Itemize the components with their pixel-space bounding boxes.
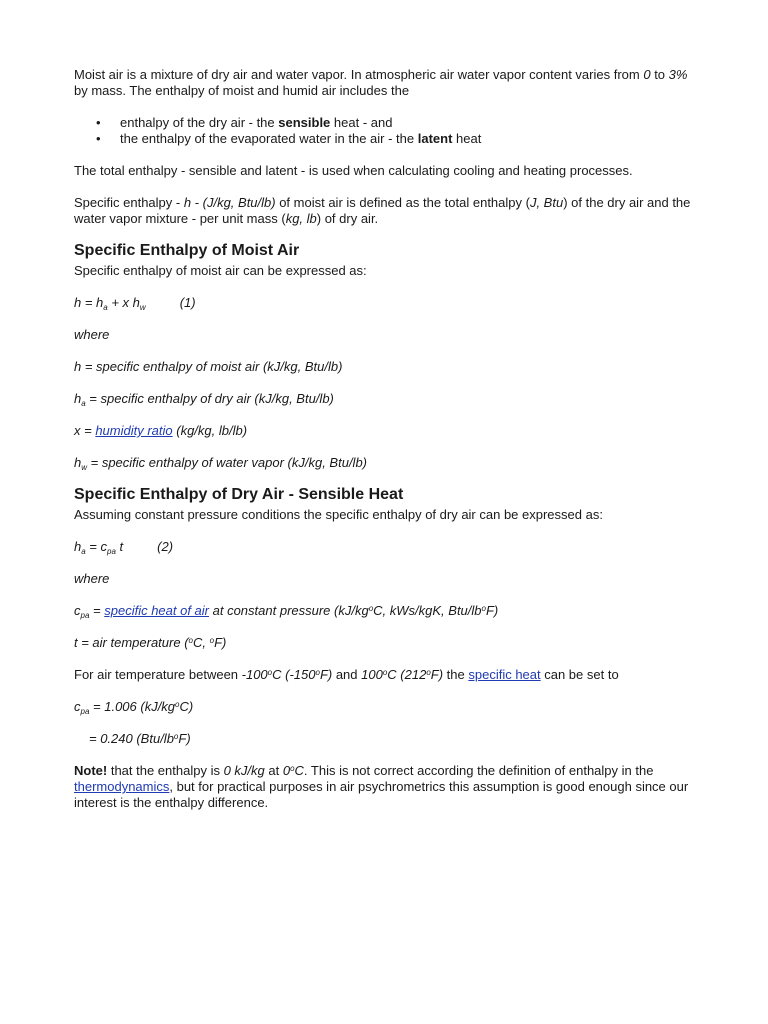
specific-heat-of-air-link[interactable]: specific heat of air (104, 603, 210, 618)
text: (kg/kg, lb/lb) (172, 423, 248, 438)
text: F) (485, 603, 499, 618)
list-item-latent (74, 131, 699, 147)
text: 3% (668, 67, 688, 82)
text: F) (178, 731, 191, 746)
degree-mark: o (209, 636, 215, 645)
text: c (74, 603, 81, 618)
text: h (74, 539, 82, 554)
text: t (115, 539, 124, 554)
equation-2 (74, 539, 699, 555)
text: -100 (241, 667, 268, 682)
text: F) (214, 635, 227, 650)
text: C) (179, 699, 194, 714)
subscript: a (81, 547, 86, 556)
subscript: pa (107, 547, 116, 556)
text: that the enthalpy is (107, 763, 224, 778)
section-heading-dry-air: Specific Enthalpy of Dry Air - Sensible Heat (74, 486, 404, 503)
definition-ha (74, 391, 699, 407)
text: t = air temperature ( (74, 635, 189, 650)
text: at (264, 763, 283, 778)
total-enthalpy-paragraph: The total enthalpy - sensible and latent - is used when calculating cooling and heating processes. (74, 163, 633, 178)
equation-number: (1) (179, 295, 196, 310)
text: heat (452, 131, 482, 146)
section-intro: Specific enthalpy of moist air can be expressed as: (74, 263, 367, 278)
degree-mark: o (188, 636, 193, 645)
text: enthalpy of the dry air - the (120, 115, 279, 130)
definition-hw (74, 455, 699, 471)
text: where (74, 327, 110, 342)
text: = (89, 603, 105, 618)
text: at constant pressure (kJ/kg (209, 603, 369, 618)
note-label: Note! (74, 763, 108, 778)
cpa-value-imperial (74, 731, 699, 747)
degree-mark: o (173, 732, 179, 741)
subscript: w (139, 303, 146, 312)
text: , but for practical purposes in air psychrometrics this assumption is good enough since our interest is the enthalpy difference. (74, 779, 689, 810)
degree-mark: o (290, 764, 295, 773)
text: C, (192, 635, 210, 650)
text: ) of the dry air and the water vapor mixture - per unit mass ( (74, 195, 691, 226)
text: x = (74, 423, 96, 438)
text: F) (319, 667, 333, 682)
section-heading-moist-air: Specific Enthalpy of Moist Air (74, 242, 300, 259)
subscript: w (81, 463, 88, 472)
document-page (74, 67, 699, 827)
text: heat - and (330, 115, 393, 130)
text: by mass. The enthalpy of moist and humid air includes the (74, 83, 410, 98)
bullet-icon: • (96, 115, 101, 130)
thermodynamics-link[interactable]: thermodynamics (74, 779, 170, 794)
text: ) of dry air. (316, 211, 379, 226)
bold-text: sensible (278, 115, 331, 130)
text: 0 kJ/kg (223, 763, 265, 778)
degree-mark: o (368, 604, 374, 613)
text: . This is not correct according the definition of enthalpy in the (303, 763, 654, 778)
text: F) (430, 667, 444, 682)
text: C (294, 763, 304, 778)
text: = 0.240 (Btu/lb (89, 731, 174, 746)
text: C, kWs/kgK, Btu/lb (373, 603, 482, 618)
definition-cpa (74, 603, 699, 619)
text: J, Btu (529, 195, 564, 210)
intro-paragraph (74, 67, 699, 99)
subscript: a (81, 399, 86, 408)
note-paragraph (74, 763, 699, 811)
degree-mark: o (175, 700, 180, 709)
text: the enthalpy of the evaporated water in the air - the (120, 131, 418, 146)
text: h = specific enthalpy of moist air (kJ/kg, Btu/lb) (74, 359, 343, 374)
degree-mark: o (267, 668, 273, 677)
subscript: pa (80, 707, 90, 716)
text: = specific enthalpy of water vapor (kJ/kg, Btu/lb) (87, 455, 368, 470)
where-label (74, 571, 699, 587)
text: to (650, 67, 669, 82)
text: and (332, 667, 362, 682)
text: For air temperature between (74, 667, 242, 682)
text: c (74, 699, 81, 714)
text: 0 (282, 763, 291, 778)
text: kg, lb (285, 211, 317, 226)
where-label (74, 327, 699, 343)
degree-mark: o (382, 668, 388, 677)
degree-mark: o (315, 668, 320, 677)
specific-enthalpy-definition (74, 195, 699, 227)
text: C (212 (387, 667, 427, 682)
definition-h (74, 359, 699, 375)
bold-text: latent (417, 131, 453, 146)
enthalpy-components-list (74, 115, 699, 147)
equation-1 (74, 295, 699, 311)
list-item-sensible (74, 115, 699, 131)
degree-mark: o (426, 668, 431, 677)
text: where (74, 571, 110, 586)
text: C (-150 (272, 667, 316, 682)
text: of moist air is defined as the total enthalpy ( (275, 195, 530, 210)
text: 0 (643, 67, 651, 82)
definition-x (74, 423, 699, 439)
temperature-range-paragraph (74, 667, 699, 683)
text: Moist air is a mixture of dry air and water vapor. In atmospheric air water vapor content varies from (74, 67, 644, 82)
text: h (74, 391, 82, 406)
humidity-ratio-link[interactable]: humidity ratio (95, 423, 173, 438)
text: h = h (74, 295, 104, 310)
bullet-icon: • (96, 131, 101, 146)
text: can be set to (540, 667, 619, 682)
text: = 1.006 (kJ/kg (89, 699, 176, 714)
text: = c (85, 539, 108, 554)
section-intro: Assuming constant pressure conditions the specific enthalpy of dry air can be expressed as: (74, 507, 603, 522)
degree-mark: o (481, 604, 486, 613)
definition-t (74, 635, 699, 651)
text: h (74, 455, 82, 470)
equation-number: (2) (157, 539, 174, 554)
text: + x h (107, 295, 140, 310)
subscript: pa (80, 611, 90, 620)
specific-heat-link[interactable]: specific heat (468, 667, 541, 682)
text: = specific enthalpy of dry air (kJ/kg, Btu/lb) (85, 391, 334, 406)
cpa-value-si (74, 699, 699, 715)
text: Specific enthalpy - (74, 195, 184, 210)
text: the (443, 667, 469, 682)
text: h - (J/kg, Btu/lb) (183, 195, 276, 210)
text: 100 (361, 667, 383, 682)
subscript: a (103, 303, 108, 312)
